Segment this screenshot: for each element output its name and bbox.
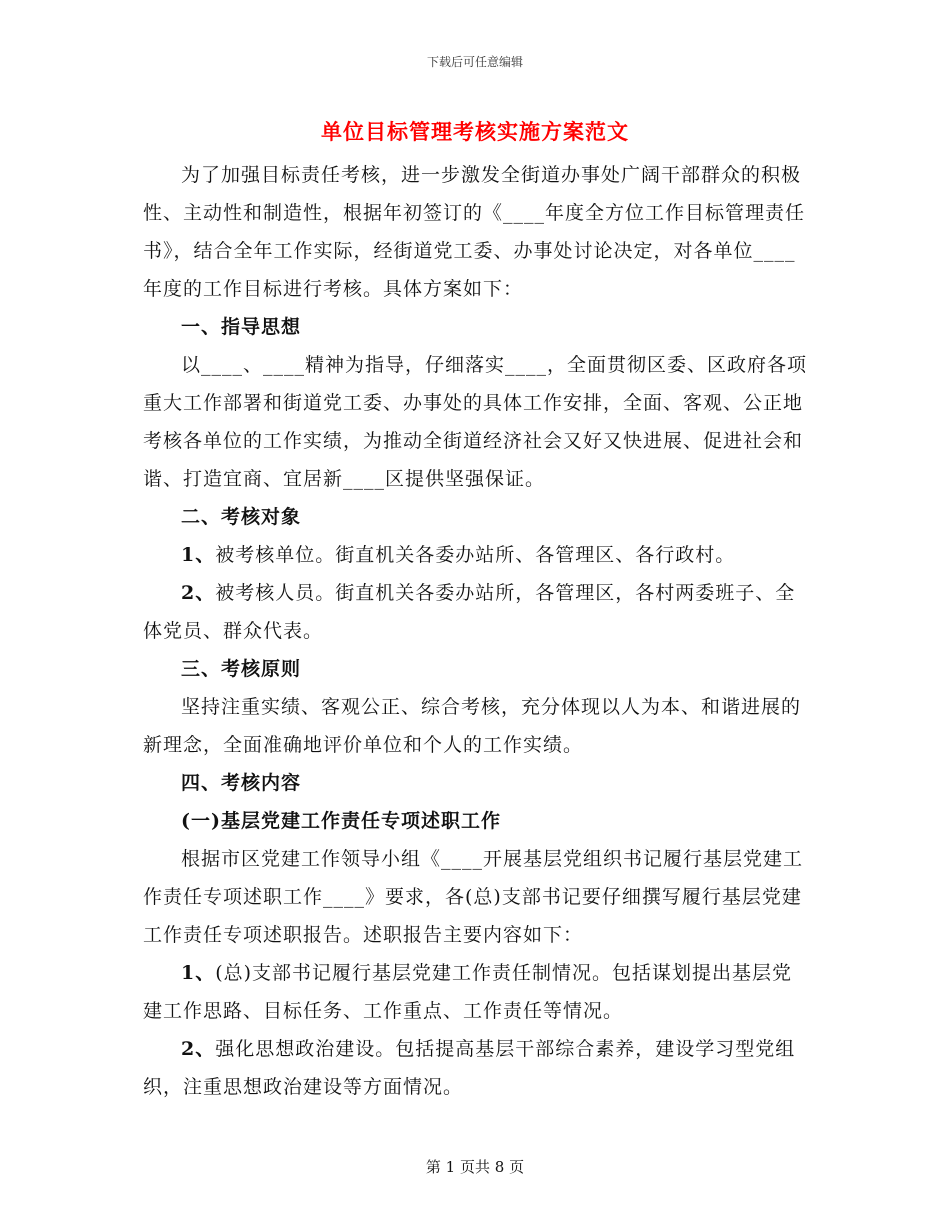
item-number: 2、 <box>181 582 216 604</box>
document-title: 单位目标管理考核实施方案范文 <box>321 119 629 144</box>
section-heading-assessment-principles: 三、考核原则 <box>181 658 302 680</box>
item-text: (总)支部书记履行基层党建工作责任制情况。包括谋划提出基层党建工作思路、目标任务、工作重点、工作责任等情况。 <box>143 962 793 1022</box>
item-number: 1、 <box>181 962 216 984</box>
section-heading-assessment-content: 四、考核内容 <box>181 772 302 794</box>
assessment-target-item <box>143 536 808 574</box>
page-header: 下载后可任意编辑 <box>426 55 523 69</box>
content-item <box>143 954 808 1030</box>
guiding-ideology-paragraph: 以____、____精神为指导，仔细落实____，全面贯彻区委、区政府各项重大工作部署和街道党工委、办事处的具体工作安排，全面、客观、公正地考核各单位的工作实绩，为推动全街道经济社会又好又快进展、促进社会和谐、打造宜商、宜居新____区提供坚强保证。 <box>143 354 808 490</box>
subsection-heading-party-building: (一)基层党建工作责任专项述职工作 <box>181 810 501 832</box>
item-text: 被考核单位。街直机关各委办站所、各管理区、各行政村。 <box>215 544 736 566</box>
intro-paragraph: 为了加强目标责任考核，进一步激发全街道办事处广阔干部群众的积极性、主动性和制造性，根据年初签订的《____年度全方位工作目标管理责任书》，结合全年工作实际，经街道党工委、办事处讨论决定，对各单位____年度的工作目标进行考核。具体方案如下： <box>143 164 806 300</box>
assessment-target-item <box>143 574 808 650</box>
section-heading-guiding-ideology: 一、指导思想 <box>181 316 302 338</box>
item-text: 被考核人员。街直机关各委办站所，各管理区，各村两委班子、全体党员、群众代表。 <box>143 582 796 642</box>
content-item <box>143 1030 808 1106</box>
assessment-principles-paragraph: 坚持注重实绩、客观公正、综合考核，充分体现以人为本、和谐进展的新理念，全面准确地评价单位和个人的工作实绩。 <box>143 696 802 756</box>
section-heading-assessment-targets: 二、考核对象 <box>181 506 302 528</box>
item-number: 1、 <box>181 544 216 566</box>
item-number: 2、 <box>181 1038 216 1060</box>
document-body <box>143 156 808 1106</box>
page-number: 第 1 页共 8 页 <box>425 1158 525 1176</box>
party-building-paragraph: 根据市区党建工作领导小组《____开展基层党组织书记履行基层党建工作责任专项述职工作____》要求，各(总)支部书记要仔细撰写履行基层党建工作责任专项述职报告。述职报告主要内容如下： <box>143 848 804 946</box>
item-text: 强化思想政治建设。包括提高基层干部综合素养，建设学习型党组织，注重思想政治建设等方面情况。 <box>143 1038 796 1098</box>
